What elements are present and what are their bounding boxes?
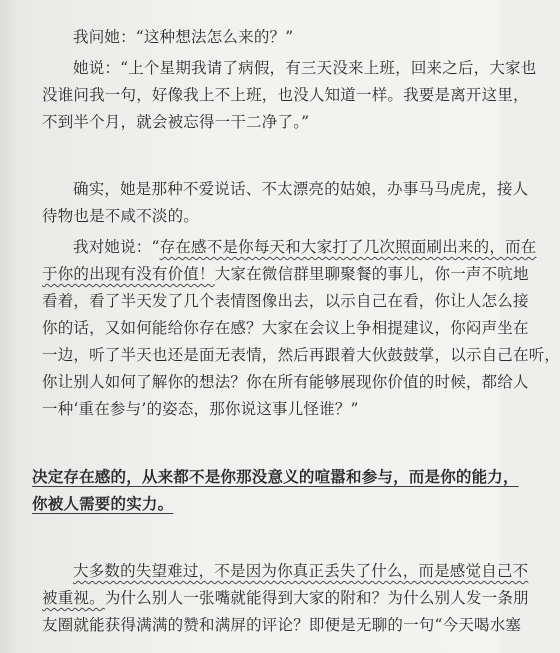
paragraph-description: [42, 176, 529, 230]
underlined-text: 于你的出现有没有价值！: [42, 265, 215, 283]
text-line: [42, 558, 529, 585]
text-span: 我对她说：“: [73, 238, 160, 256]
bold-underlined-text: 你被人需要的实力。: [32, 494, 174, 513]
text-span: 为什么别人一张嘴就能得到大家的附和？为什么别人发一条朋: [104, 589, 529, 607]
text-line: 确实，她是那种不爱说话、不太漂亮的姑娘，办事马马虎虎，接人: [73, 180, 529, 198]
paragraph-my-reply: [42, 234, 560, 423]
paragraph-question: [42, 24, 472, 51]
text-line: [42, 234, 537, 261]
text-line: 一种‘重在参与’的姿态，那你说这事儿怪谁？”: [42, 400, 359, 418]
text-line: 她说：“上个星期我请了病假，有三天没来上班，回来之后，大家也: [73, 59, 537, 77]
text-line: [42, 585, 529, 612]
page-edge-shadow: [0, 0, 18, 653]
text-line: 我问她：“这种想法怎么来的？”: [73, 28, 294, 46]
underlined-text: 大多数的失望难过，不是因为你真正丢失了什么，而是感觉自己不: [73, 562, 529, 580]
text-line: 你的话，又如何能给你存在感？大家在会议上争相提建议，你闷声坐在: [42, 319, 529, 337]
text-line: 你让别人如何了解你的想法？你在所有能够展现你价值的时候，都给人: [42, 373, 529, 391]
underlined-text: 被重视。: [42, 589, 105, 607]
text-line: 友圈就能获得满满的赞和满屏的评论？即便是无聊的一句“今天喝水塞: [42, 616, 522, 634]
text-line: 一边，听了半天也还是面无表情，然后再跟着大伙鼓鼓掌，以示自己在听，: [42, 346, 560, 364]
text-span: 大家在微信群里聊聚餐的事儿，你一声不吭地: [214, 265, 529, 283]
underlined-text: 存在感不是你每天和大家打了几次照面刷出来的，而在: [159, 238, 537, 256]
text-line: 看着，看了半天发了几个表情图像出去，以示自己在看，你让人怎么接: [42, 292, 529, 310]
paragraph-disappointment: [42, 558, 529, 639]
paragraph-key-point: [32, 463, 519, 518]
paragraph-her-reply: [42, 55, 537, 136]
text-line: [42, 261, 529, 288]
text-line: [32, 490, 472, 518]
text-line: 待物也是不咸不淡的。: [42, 207, 200, 225]
text-line: 不到半个月，就会被忘得一干二净了。”: [42, 113, 310, 131]
bold-text-line: 决定存在感的，从来都不是你那没意义的喧嚣和参与，而是你的能力，: [32, 467, 519, 486]
text-line: 没谁问我一句，好像我上不上班，也没人知道一样。我要是离开这里，: [42, 86, 529, 104]
